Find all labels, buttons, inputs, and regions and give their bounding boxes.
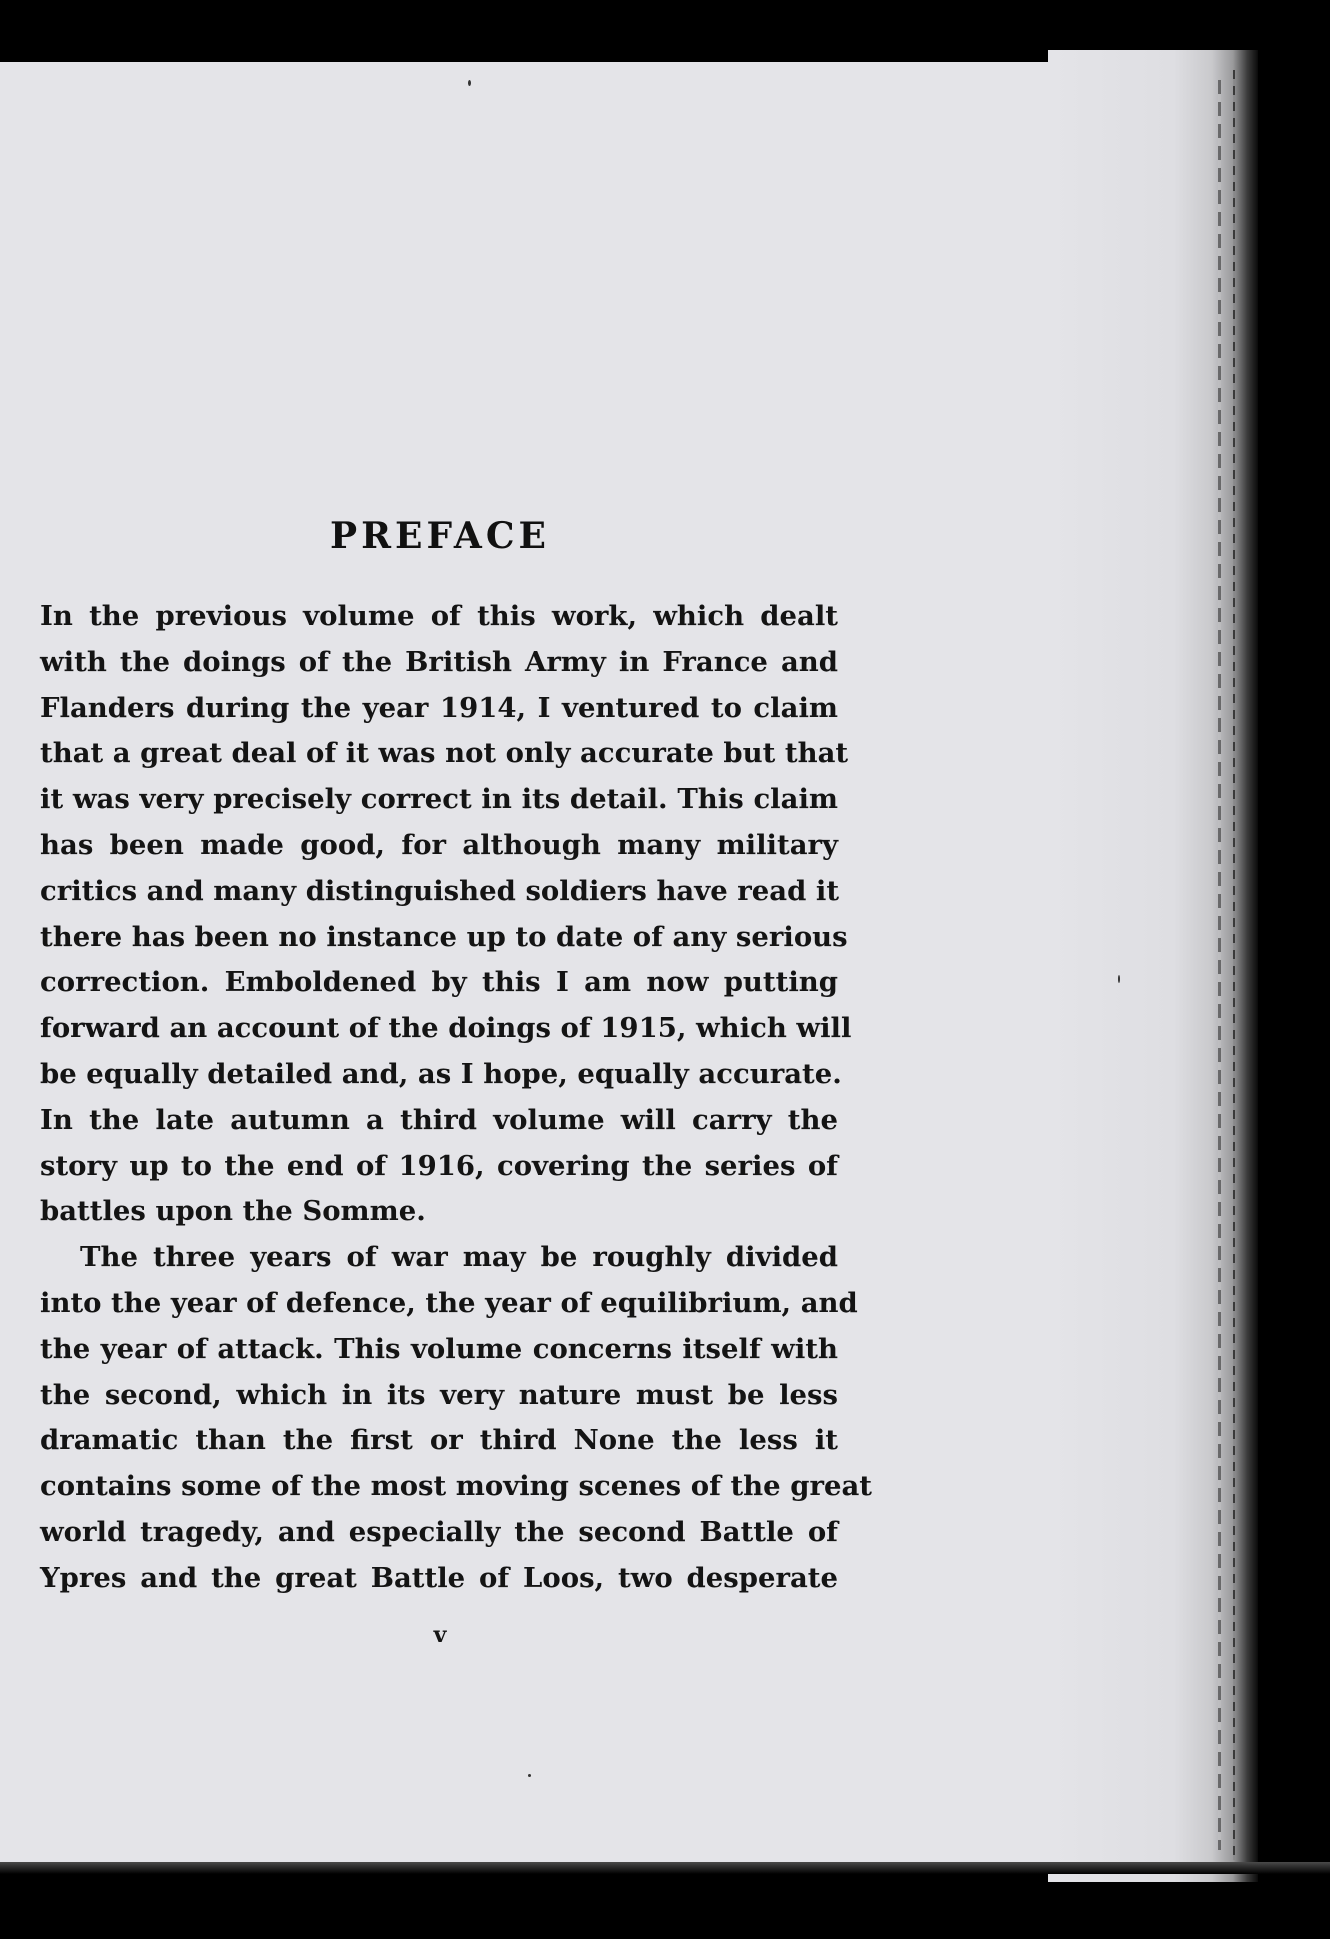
text-line: with the doings of the British Army in France and: [40, 645, 838, 678]
page-edge-shadow: [1048, 50, 1258, 1882]
text-line: into the year of defence, the year of equilibrium, and: [40, 1286, 858, 1319]
scan-speck: [528, 1774, 531, 1777]
scan-speck: [1118, 975, 1120, 983]
text-line: it was very precisely correct in its detail. This claim: [40, 783, 838, 816]
text-line: battles upon the Somme.: [40, 1195, 426, 1228]
text-line: The three years of war may be roughly divided: [80, 1241, 838, 1274]
text-line: correction. Emboldened by this I am now putting: [40, 966, 838, 999]
text-line: In the previous volume of this work, which dealt: [40, 600, 838, 632]
text-line: critics and many distinguished soldiers have read it: [40, 874, 840, 907]
text-line: the second, which in its very nature must be less: [40, 1378, 838, 1411]
text-line: Ypres and the great Battle of Loos, two desperate: [40, 1561, 838, 1594]
text-line: be equally detailed and, as I hope, equally accurate.: [40, 1057, 842, 1090]
text-line: has been made good, for although many military: [40, 828, 838, 861]
text-line: dramatic than the first or third None the less it: [40, 1424, 838, 1457]
text-line: forward an account of the doings of 1915, which will: [40, 1012, 852, 1045]
text-line: world tragedy, and especially the second Battle of: [40, 1515, 838, 1548]
text-line: there has been no instance up to date of any serious: [40, 920, 848, 953]
scan-speck: [468, 80, 471, 86]
text-line: In the late autumn a third volume will carry the: [40, 1103, 838, 1136]
text-line: Flanders during the year 1914, I ventured to claim: [40, 691, 838, 724]
text-line: the year of attack. This volume concerns itself with: [40, 1332, 838, 1365]
text-line: contains some of the most moving scenes of the great: [40, 1470, 872, 1503]
text-line: that a great deal of it was not only accurate but that: [40, 737, 849, 770]
preface-heading: PREFACE: [330, 515, 550, 557]
bottom-shadow: [0, 1862, 1330, 1874]
preface-body: [40, 594, 872, 1602]
page-number: v: [433, 1622, 447, 1648]
text-line: story up to the end of 1916, covering the series of: [40, 1149, 838, 1182]
